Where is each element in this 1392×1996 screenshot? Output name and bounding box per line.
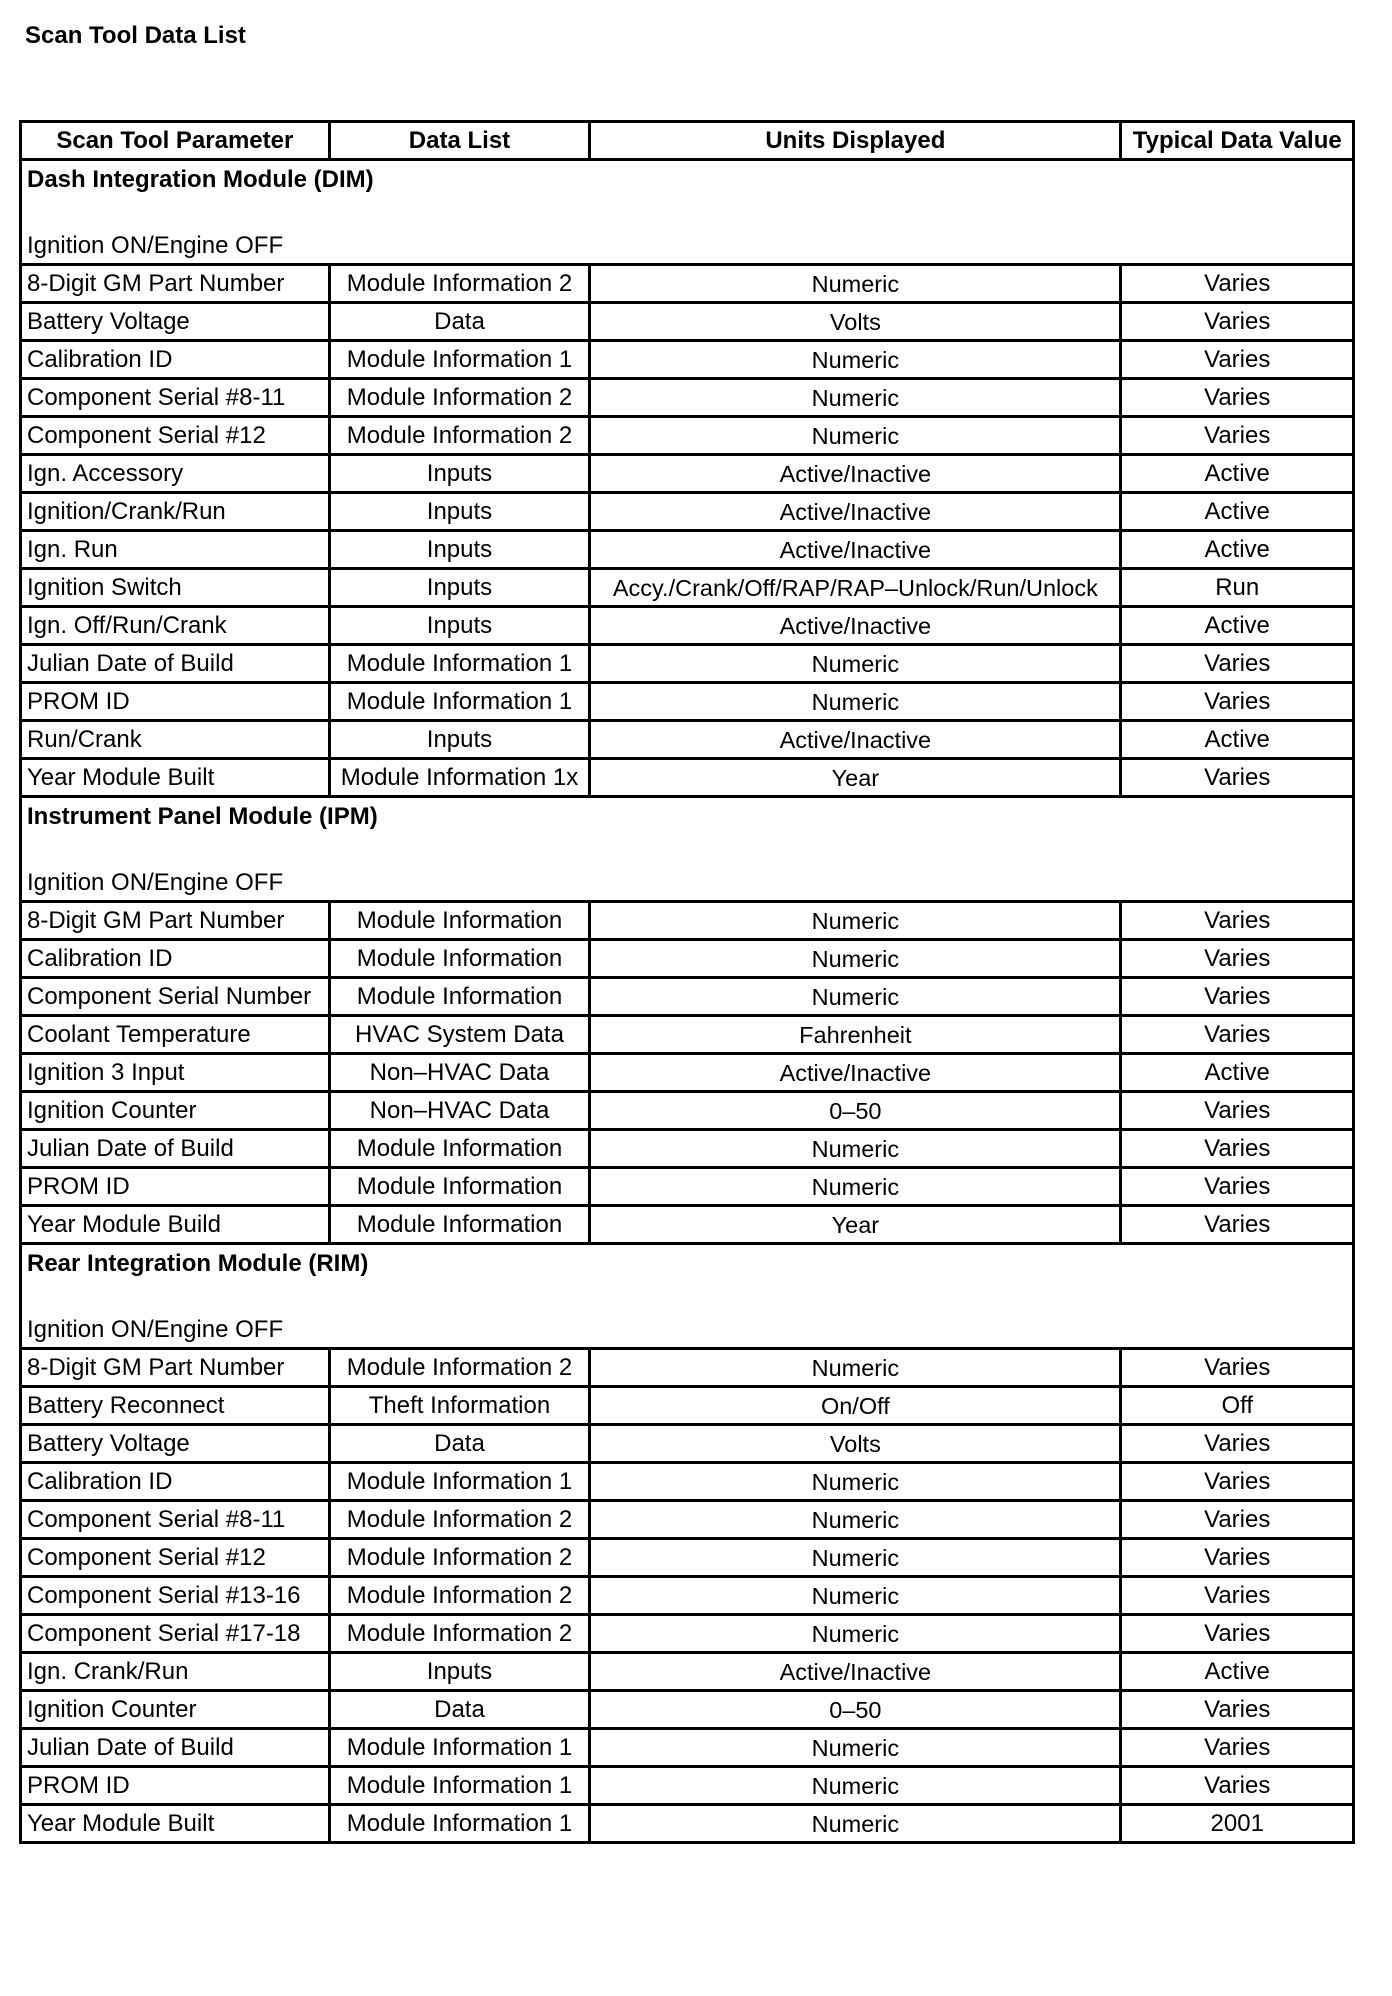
table-row bbox=[21, 721, 1354, 759]
typical-value-cell: Varies bbox=[1121, 265, 1354, 303]
table-row bbox=[21, 531, 1354, 569]
data-list-cell: Module Information 2 bbox=[329, 417, 590, 455]
parameter-cell: Battery Voltage bbox=[21, 1425, 330, 1463]
parameter-cell: Ignition Switch bbox=[21, 569, 330, 607]
parameter-cell: Component Serial #8-11 bbox=[21, 1501, 330, 1539]
parameter-cell: Battery Reconnect bbox=[21, 1387, 330, 1425]
typical-value-cell: Active bbox=[1121, 607, 1354, 645]
units-cell: Active/Inactive bbox=[590, 1054, 1121, 1092]
table-row bbox=[21, 1206, 1354, 1244]
parameter-cell: Ign. Crank/Run bbox=[21, 1653, 330, 1691]
data-list-cell: Module Information 2 bbox=[329, 1577, 590, 1615]
data-list-cell: Module Information 2 bbox=[329, 265, 590, 303]
table-row bbox=[21, 1653, 1354, 1691]
typical-value-cell: Active bbox=[1121, 721, 1354, 759]
units-cell: Numeric bbox=[590, 341, 1121, 379]
parameter-cell: Year Module Build bbox=[21, 1206, 330, 1244]
parameter-cell: 8-Digit GM Part Number bbox=[21, 902, 330, 940]
data-list-cell: Non–HVAC Data bbox=[329, 1054, 590, 1092]
section-header-dim bbox=[21, 160, 1354, 265]
units-cell: Accy./Crank/Off/RAP/RAP–Unlock/Run/Unlock bbox=[590, 569, 1121, 607]
parameter-cell: Ign. Run bbox=[21, 531, 330, 569]
data-list-cell: Module Information 2 bbox=[329, 1539, 590, 1577]
parameter-cell: Julian Date of Build bbox=[21, 1130, 330, 1168]
typical-value-cell: Varies bbox=[1121, 978, 1354, 1016]
units-cell: Numeric bbox=[590, 683, 1121, 721]
section-header-cell bbox=[21, 1244, 1354, 1349]
table-row bbox=[21, 1615, 1354, 1653]
units-cell: Numeric bbox=[590, 1501, 1121, 1539]
table-row bbox=[21, 493, 1354, 531]
section-condition: Ignition ON/Engine OFF bbox=[27, 1316, 284, 1343]
typical-value-cell: Active bbox=[1121, 1653, 1354, 1691]
parameter-cell: 8-Digit GM Part Number bbox=[21, 1349, 330, 1387]
typical-value-cell: Varies bbox=[1121, 417, 1354, 455]
typical-value-cell: Active bbox=[1121, 493, 1354, 531]
units-cell: Numeric bbox=[590, 645, 1121, 683]
data-list-cell: Module Information 1 bbox=[329, 1767, 590, 1805]
units-cell: Numeric bbox=[590, 978, 1121, 1016]
data-list-cell: Data bbox=[329, 303, 590, 341]
section-name: Instrument Panel Module (IPM) bbox=[27, 803, 378, 830]
units-cell: Numeric bbox=[590, 1729, 1121, 1767]
parameter-cell: Ignition Counter bbox=[21, 1092, 330, 1130]
table-row bbox=[21, 940, 1354, 978]
units-cell: Numeric bbox=[590, 1130, 1121, 1168]
typical-value-cell: Active bbox=[1121, 455, 1354, 493]
units-cell: Numeric bbox=[590, 265, 1121, 303]
parameter-cell: Component Serial #17-18 bbox=[21, 1615, 330, 1653]
data-list-cell: Inputs bbox=[329, 569, 590, 607]
typical-value-cell: Varies bbox=[1121, 759, 1354, 797]
units-cell: On/Off bbox=[590, 1387, 1121, 1425]
data-list-cell: Module Information 2 bbox=[329, 379, 590, 417]
typical-value-cell: Run bbox=[1121, 569, 1354, 607]
data-list-cell: Module Information bbox=[329, 1130, 590, 1168]
section-condition: Ignition ON/Engine OFF bbox=[27, 232, 284, 259]
units-cell: Numeric bbox=[590, 1615, 1121, 1653]
typical-value-cell: Varies bbox=[1121, 341, 1354, 379]
data-list-cell: HVAC System Data bbox=[329, 1016, 590, 1054]
parameter-cell: Component Serial #13-16 bbox=[21, 1577, 330, 1615]
units-cell: Active/Inactive bbox=[590, 531, 1121, 569]
units-cell: Numeric bbox=[590, 1805, 1121, 1843]
table-row bbox=[21, 1168, 1354, 1206]
page-title: Scan Tool Data List bbox=[25, 22, 246, 49]
units-cell: Active/Inactive bbox=[590, 607, 1121, 645]
data-list-cell: Module Information 1 bbox=[329, 645, 590, 683]
table-row bbox=[21, 978, 1354, 1016]
table-row bbox=[21, 1387, 1354, 1425]
units-cell: Numeric bbox=[590, 1767, 1121, 1805]
table-row bbox=[21, 1130, 1354, 1168]
data-list-cell: Module Information bbox=[329, 978, 590, 1016]
parameter-cell: PROM ID bbox=[21, 1767, 330, 1805]
data-list-cell: Inputs bbox=[329, 493, 590, 531]
typical-value-cell: Varies bbox=[1121, 1349, 1354, 1387]
header-scan-tool-parameter: Scan Tool Parameter bbox=[21, 122, 330, 160]
data-list-cell: Module Information 2 bbox=[329, 1615, 590, 1653]
table-row bbox=[21, 1054, 1354, 1092]
data-list-cell: Module Information 1 bbox=[329, 1805, 590, 1843]
data-list-cell: Inputs bbox=[329, 721, 590, 759]
header-units-displayed: Units Displayed bbox=[590, 122, 1121, 160]
table-row bbox=[21, 759, 1354, 797]
typical-value-cell: Varies bbox=[1121, 1425, 1354, 1463]
parameter-cell: Component Serial #12 bbox=[21, 1539, 330, 1577]
data-list-cell: Module Information 1 bbox=[329, 1463, 590, 1501]
parameter-cell: Component Serial #12 bbox=[21, 417, 330, 455]
parameter-cell: Calibration ID bbox=[21, 1463, 330, 1501]
data-list-cell: Inputs bbox=[329, 607, 590, 645]
parameter-cell: PROM ID bbox=[21, 683, 330, 721]
units-cell: Numeric bbox=[590, 1168, 1121, 1206]
section-header-ipm bbox=[21, 797, 1354, 902]
data-list-cell: Module Information bbox=[329, 1168, 590, 1206]
table-body bbox=[21, 160, 1354, 1843]
table-row bbox=[21, 902, 1354, 940]
typical-value-cell: Varies bbox=[1121, 940, 1354, 978]
table-row bbox=[21, 645, 1354, 683]
typical-value-cell: Varies bbox=[1121, 303, 1354, 341]
parameter-cell: Component Serial Number bbox=[21, 978, 330, 1016]
typical-value-cell: Varies bbox=[1121, 1691, 1354, 1729]
typical-value-cell: Varies bbox=[1121, 902, 1354, 940]
data-list-cell: Module Information 1 bbox=[329, 341, 590, 379]
table-row bbox=[21, 1729, 1354, 1767]
units-cell: Fahrenheit bbox=[590, 1016, 1121, 1054]
units-cell: Year bbox=[590, 1206, 1121, 1244]
data-list-cell: Module Information 1 bbox=[329, 683, 590, 721]
typical-value-cell: Varies bbox=[1121, 1615, 1354, 1653]
units-cell: Numeric bbox=[590, 902, 1121, 940]
table-row bbox=[21, 265, 1354, 303]
section-name: Rear Integration Module (RIM) bbox=[27, 1250, 369, 1277]
typical-value-cell: Active bbox=[1121, 531, 1354, 569]
parameter-cell: Ign. Accessory bbox=[21, 455, 330, 493]
data-list-cell: Inputs bbox=[329, 531, 590, 569]
data-list-cell: Data bbox=[329, 1425, 590, 1463]
typical-value-cell: Varies bbox=[1121, 1092, 1354, 1130]
section-header-cell bbox=[21, 797, 1354, 902]
table-row bbox=[21, 379, 1354, 417]
parameter-cell: Component Serial #8-11 bbox=[21, 379, 330, 417]
header-data-list: Data List bbox=[329, 122, 590, 160]
data-list-cell: Data bbox=[329, 1691, 590, 1729]
table-row bbox=[21, 1577, 1354, 1615]
parameter-cell: 8-Digit GM Part Number bbox=[21, 265, 330, 303]
parameter-cell: Run/Crank bbox=[21, 721, 330, 759]
parameter-cell: Ignition 3 Input bbox=[21, 1054, 330, 1092]
table-row bbox=[21, 341, 1354, 379]
data-list-cell: Module Information 2 bbox=[329, 1501, 590, 1539]
table-row bbox=[21, 683, 1354, 721]
scan-tool-data-table bbox=[19, 120, 1355, 1844]
typical-value-cell: Varies bbox=[1121, 1130, 1354, 1168]
data-list-cell: Module Information 1x bbox=[329, 759, 590, 797]
table-row bbox=[21, 607, 1354, 645]
units-cell: Year bbox=[590, 759, 1121, 797]
table-row bbox=[21, 303, 1354, 341]
data-list-cell: Module Information bbox=[329, 1206, 590, 1244]
typical-value-cell: Varies bbox=[1121, 1577, 1354, 1615]
parameter-cell: Calibration ID bbox=[21, 940, 330, 978]
parameter-cell: Ign. Off/Run/Crank bbox=[21, 607, 330, 645]
table-header-row bbox=[21, 122, 1354, 160]
units-cell: Active/Inactive bbox=[590, 493, 1121, 531]
units-cell: 0–50 bbox=[590, 1092, 1121, 1130]
parameter-cell: Coolant Temperature bbox=[21, 1016, 330, 1054]
data-list-cell: Module Information bbox=[329, 940, 590, 978]
table-row bbox=[21, 1805, 1354, 1843]
table-row bbox=[21, 1539, 1354, 1577]
table-row bbox=[21, 1691, 1354, 1729]
data-list-cell: Theft Information bbox=[329, 1387, 590, 1425]
units-cell: Active/Inactive bbox=[590, 455, 1121, 493]
parameter-cell: Calibration ID bbox=[21, 341, 330, 379]
parameter-cell: Julian Date of Build bbox=[21, 645, 330, 683]
units-cell: 0–50 bbox=[590, 1691, 1121, 1729]
parameter-cell: Year Module Built bbox=[21, 1805, 330, 1843]
table-row bbox=[21, 1016, 1354, 1054]
units-cell: Numeric bbox=[590, 1577, 1121, 1615]
data-list-cell: Module Information bbox=[329, 902, 590, 940]
data-list-cell: Inputs bbox=[329, 1653, 590, 1691]
units-cell: Active/Inactive bbox=[590, 721, 1121, 759]
units-cell: Numeric bbox=[590, 379, 1121, 417]
typical-value-cell: Varies bbox=[1121, 1016, 1354, 1054]
typical-value-cell: Varies bbox=[1121, 683, 1354, 721]
table-row bbox=[21, 569, 1354, 607]
typical-value-cell: Active bbox=[1121, 1054, 1354, 1092]
parameter-cell: PROM ID bbox=[21, 1168, 330, 1206]
table-row bbox=[21, 1463, 1354, 1501]
parameter-cell: Battery Voltage bbox=[21, 303, 330, 341]
table-row bbox=[21, 1349, 1354, 1387]
section-condition: Ignition ON/Engine OFF bbox=[27, 869, 284, 896]
typical-value-cell: 2001 bbox=[1121, 1805, 1354, 1843]
section-header-cell bbox=[21, 160, 1354, 265]
units-cell: Numeric bbox=[590, 940, 1121, 978]
table-row bbox=[21, 1425, 1354, 1463]
typical-value-cell: Varies bbox=[1121, 379, 1354, 417]
data-list-cell: Non–HVAC Data bbox=[329, 1092, 590, 1130]
section-header-rim bbox=[21, 1244, 1354, 1349]
header-typical-data-value: Typical Data Value bbox=[1121, 122, 1354, 160]
units-cell: Numeric bbox=[590, 1463, 1121, 1501]
units-cell: Volts bbox=[590, 303, 1121, 341]
units-cell: Volts bbox=[590, 1425, 1121, 1463]
units-cell: Numeric bbox=[590, 417, 1121, 455]
parameter-cell: Ignition Counter bbox=[21, 1691, 330, 1729]
typical-value-cell: Varies bbox=[1121, 1767, 1354, 1805]
typical-value-cell: Varies bbox=[1121, 645, 1354, 683]
data-list-cell: Module Information 2 bbox=[329, 1349, 590, 1387]
table-row bbox=[21, 1767, 1354, 1805]
typical-value-cell: Varies bbox=[1121, 1168, 1354, 1206]
data-list-cell: Inputs bbox=[329, 455, 590, 493]
units-cell: Numeric bbox=[590, 1539, 1121, 1577]
typical-value-cell: Varies bbox=[1121, 1206, 1354, 1244]
table-row bbox=[21, 417, 1354, 455]
parameter-cell: Julian Date of Build bbox=[21, 1729, 330, 1767]
table-row bbox=[21, 455, 1354, 493]
typical-value-cell: Off bbox=[1121, 1387, 1354, 1425]
data-list-cell: Module Information 1 bbox=[329, 1729, 590, 1767]
typical-value-cell: Varies bbox=[1121, 1463, 1354, 1501]
parameter-cell: Ignition/Crank/Run bbox=[21, 493, 330, 531]
units-cell: Numeric bbox=[590, 1349, 1121, 1387]
units-cell: Active/Inactive bbox=[590, 1653, 1121, 1691]
table-row bbox=[21, 1092, 1354, 1130]
typical-value-cell: Varies bbox=[1121, 1501, 1354, 1539]
typical-value-cell: Varies bbox=[1121, 1729, 1354, 1767]
section-name: Dash Integration Module (DIM) bbox=[27, 166, 374, 193]
table-row bbox=[21, 1501, 1354, 1539]
parameter-cell: Year Module Built bbox=[21, 759, 330, 797]
typical-value-cell: Varies bbox=[1121, 1539, 1354, 1577]
